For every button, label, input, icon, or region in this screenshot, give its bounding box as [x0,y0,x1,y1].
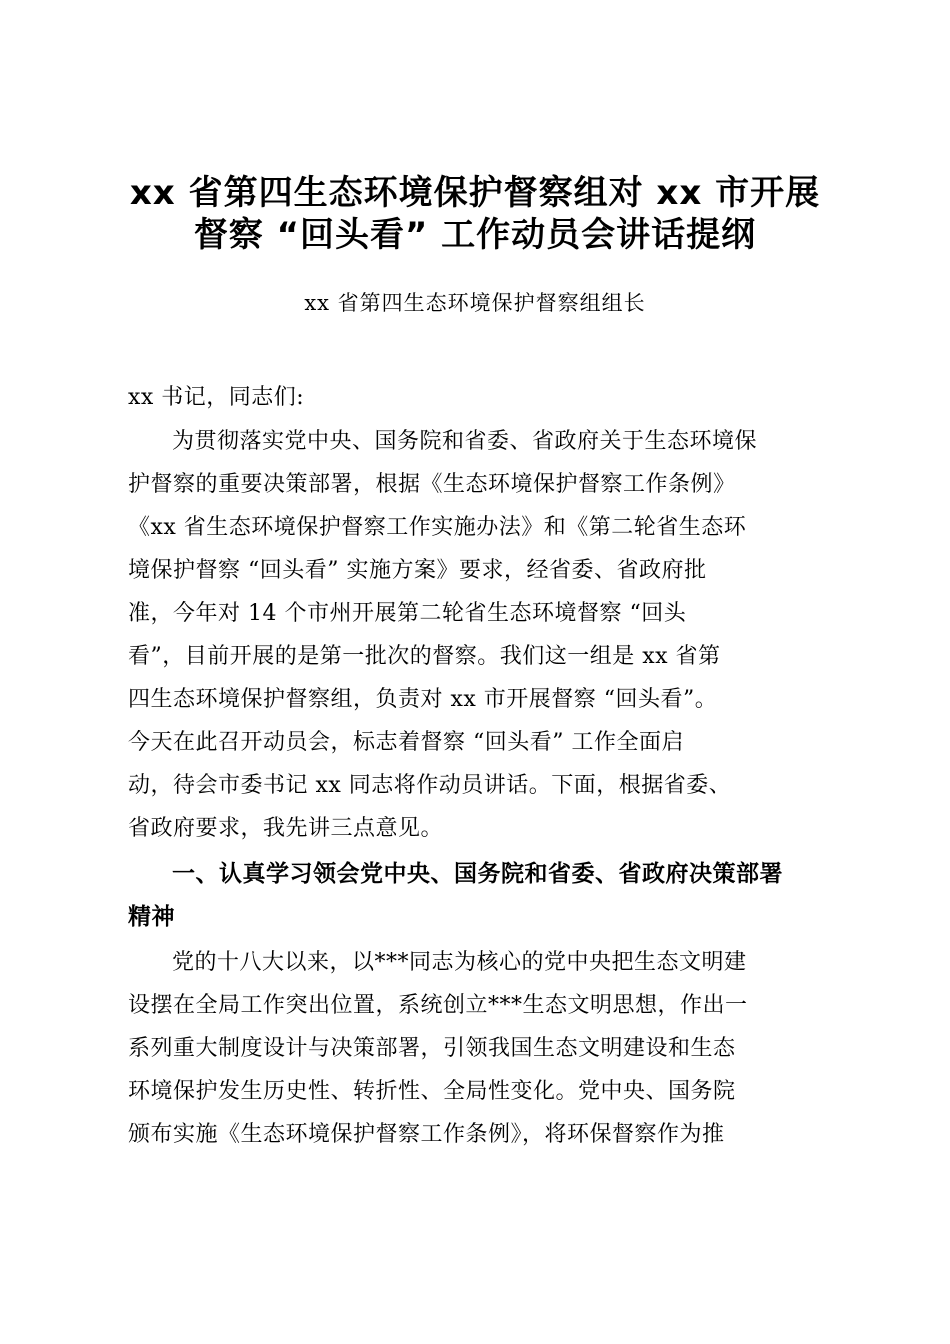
section-heading-1-line: 精神 [128,904,175,930]
paragraph-1-line: 《xx 省生态环境保护督察工作实施办法》和《第二轮省生态环 [128,515,747,540]
document-title-line-1: xx 省第四生态环境保护督察组对 xx 市开展 [129,173,821,213]
paragraph-1-line: 境保护督察 “回头看” 实施方案》要求，经省委、省政府批 [128,558,707,583]
salutation: xx 书记，同志们: [128,385,305,410]
document-title-line-2: 督察 “回头看” 工作动员会讲话提纲 [193,215,757,255]
paragraph-1-line: 为贯彻落实党中央、国务院和省委、省政府关于生态环境保 [172,429,758,454]
paragraph-2-line: 系列重大制度设计与决策部署，引领我国生态文明建设和生态 [128,1036,736,1061]
paragraph-1-line: 护督察的重要决策部署，根据《生态环境保护督察工作条例》 [128,472,736,497]
paragraph-1-line: 四生态环境保护督察组，负责对 xx 市开展督察 “回头看”。 [128,687,718,712]
paragraph-1-line: 省政府要求，我先讲三点意见。 [128,816,444,841]
section-heading-1-line: 一、认真学习领会党中央、国务院和省委、省政府决策部署 [172,861,783,887]
paragraph-2-line: 党的十八大以来，以***同志为核心的党中央把生态文明建 [172,950,747,975]
paragraph-2-line: 环境保护发生历史性、转折性、全局性变化。党中央、国务院 [128,1079,736,1104]
paragraph-2-line: 设摆在全局工作突出位置，系统创立***生态文明思想，作出一 [128,993,748,1018]
paragraph-1-line: 看”，目前开展的是第一批次的督察。我们这一组是 xx 省第 [128,644,721,669]
paragraph-1-line: 动，待会市委书记 xx 同志将作动员讲话。下面，根据省委、 [128,773,732,798]
paragraph-2-line: 颁布实施《生态环境保护督察工作条例》，将环保督察作为推 [128,1122,725,1147]
paragraph-1-line: 准，今年对 14 个市州开展第二轮省生态环境督察 “回头 [128,601,687,626]
paragraph-1-line: 今天在此召开动员会，标志着督察 “回头看” 工作全面启 [128,730,684,755]
document-subtitle: xx 省第四生态环境保护督察组组长 [304,291,646,315]
